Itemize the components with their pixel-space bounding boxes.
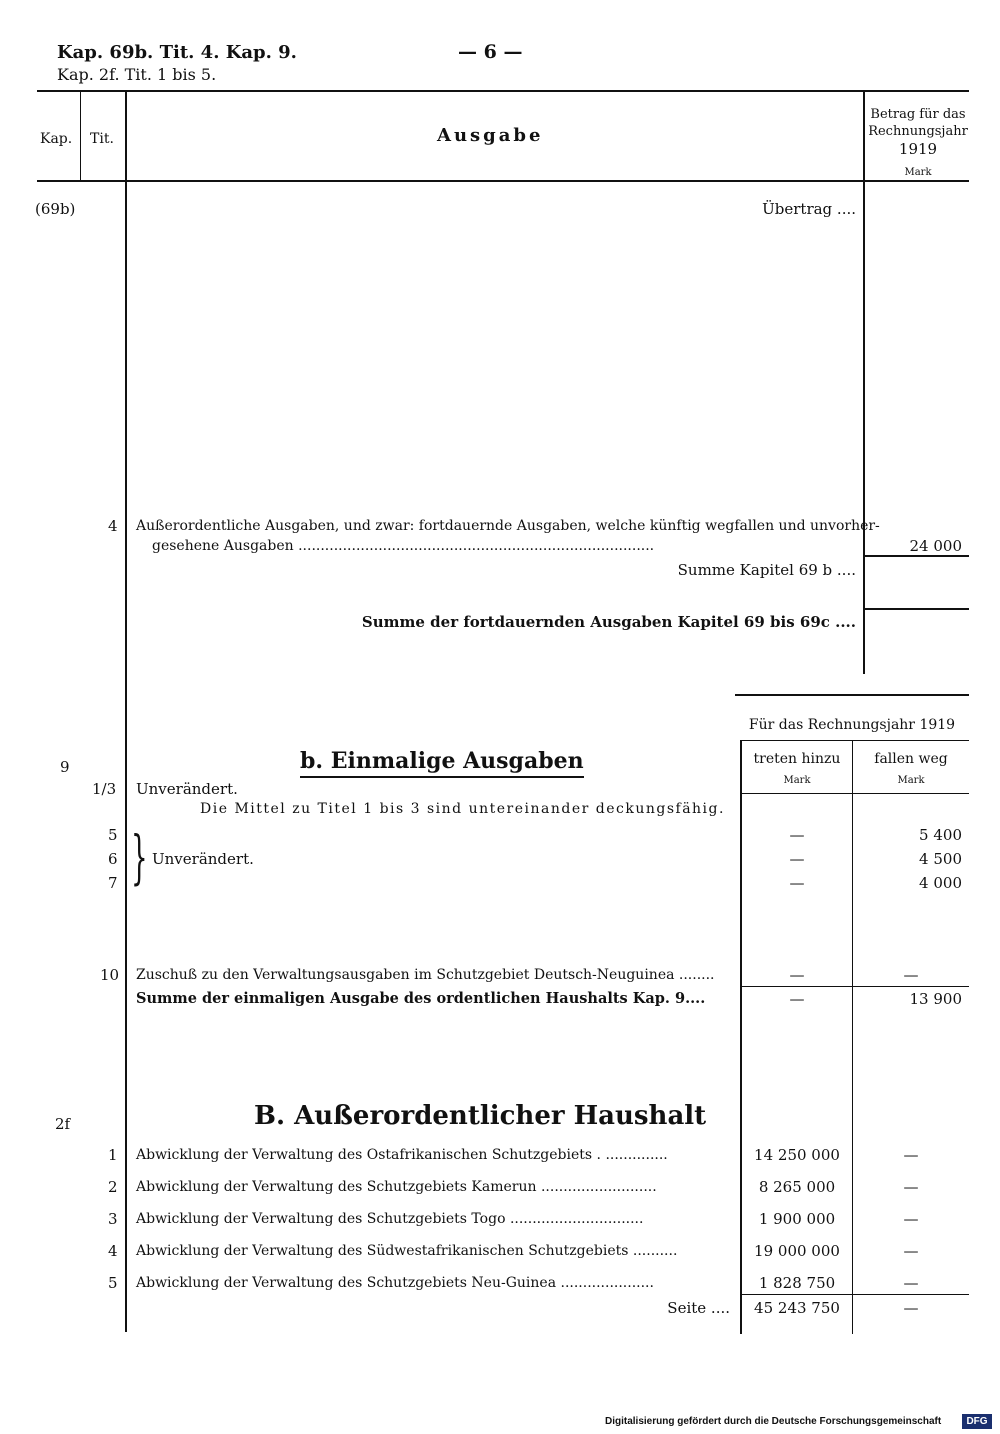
heading-ausserordentlicher-haushalt: B. Außerordentlicher Haushalt (254, 1101, 707, 1131)
c-row2-text: Abwicklung der Verwaltung des Schutzgebiets Kamerun .......................... (136, 1179, 657, 1195)
c-row5-weg: — (903, 1274, 919, 1292)
col-fallen-weg-unit: Mark (897, 775, 925, 786)
row10-hinzu: — (789, 966, 805, 984)
uebertrag: Übertrag .... (762, 200, 856, 218)
kap-69b: (69b) (35, 200, 76, 218)
c-row1-weg: — (903, 1146, 919, 1164)
brace-symbol: } (131, 823, 148, 891)
row13-number: 1/3 (92, 780, 117, 798)
row10-rule (742, 986, 969, 987)
kap-2f: 2f (55, 1115, 71, 1133)
row6-number: 6 (108, 850, 118, 868)
col-betrag-l3: 1919 (898, 140, 938, 158)
c-row3-text: Abwicklung der Verwaltung des Schutzgebiets Togo .............................. (136, 1211, 644, 1227)
c-row2-weg: — (903, 1178, 919, 1196)
col-fallen-weg: fallen weg (874, 751, 948, 767)
row10-text: Zuschuß zu den Verwaltungsausgaben im Schutzgebiet Deutsch-Neuguinea ........ (136, 967, 715, 983)
summe-fortdauernd: Summe der fortdauernden Ausgaben Kapitel 69 bis 69c .... (361, 613, 856, 631)
summe-einmalig-hinzu: — (789, 990, 805, 1008)
col-betrag-unit: Mark (904, 167, 932, 178)
seite-rule (742, 1294, 969, 1295)
subtable-header: Für das Rechnungsjahr 1919 (748, 717, 956, 733)
heading-einmalige-ausgaben: b. Einmalige Ausgaben (300, 748, 584, 778)
footer-credit: Digitalisierung gefördert durch die Deutsche Forschungsgemeinschaft (605, 1416, 942, 1427)
col-treten-hinzu: treten hinzu (753, 751, 841, 767)
col-betrag-l1: Betrag für das (870, 107, 966, 122)
row13-note: Die Mittel zu Titel 1 bis 3 sind untereinander deckungsfähig. (200, 801, 725, 817)
c-row3-hinzu: 1 900 000 (758, 1210, 836, 1228)
row5-hinzu: — (789, 826, 805, 844)
c-row2-hinzu: 8 265 000 (758, 1178, 836, 1196)
summe-kap-rule (865, 608, 969, 610)
subtable-units-rule (740, 793, 969, 794)
tit4-text-line1: Außerordentliche Ausgaben, und zwar: fortdauernde Ausgaben, welche künftig wegfallen und unvorher- (136, 518, 880, 534)
c-row4-weg: — (903, 1242, 919, 1260)
summe-einmalig-weg: 13 900 (909, 990, 962, 1008)
row13-text: Unverändert. (136, 780, 238, 798)
kap-9: 9 (60, 758, 70, 776)
dfg-logo: DFG (962, 1414, 992, 1429)
header-ref-line2: Kap. 2f. Tit. 1 bis 5. (57, 65, 217, 84)
summe-kap-69b: Summe Kapitel 69 b .... (677, 561, 856, 579)
c-row1-hinzu: 14 250 000 (754, 1146, 840, 1164)
c-row5-number: 5 (108, 1274, 118, 1292)
row5-weg: 5 400 (919, 826, 962, 844)
row7-weg: 4 000 (919, 874, 962, 892)
row7-number: 7 (108, 874, 118, 892)
c-row3-number: 3 (108, 1210, 118, 1228)
seite-weg: — (903, 1299, 919, 1317)
betrag-divider (863, 92, 865, 674)
c-row4-number: 4 (108, 1242, 118, 1260)
c-row4-hinzu: 19 000 000 (754, 1242, 840, 1260)
col-tit: Tit. (90, 131, 114, 147)
tit-ausgabe-divider (125, 92, 127, 1332)
c-row5-text: Abwicklung der Verwaltung des Schutzgebiets Neu-Guinea ..................... (136, 1275, 654, 1291)
col-ausgabe: Ausgabe (437, 125, 544, 146)
row6-hinzu: — (789, 850, 805, 868)
subtable-top-rule (735, 694, 969, 696)
page-number: — 6 — (458, 41, 523, 63)
tit4-number: 4 (108, 517, 118, 535)
top-rule (37, 90, 969, 92)
row5-number: 5 (108, 826, 118, 844)
col-treten-hinzu-unit: Mark (783, 775, 811, 786)
header-bottom-rule (37, 180, 969, 182)
c-row2-number: 2 (108, 1178, 118, 1196)
c-row4-text: Abwicklung der Verwaltung des Südwestafrikanischen Schutzgebiets .......... (136, 1243, 678, 1259)
tit4-amount: 24 000 (909, 537, 962, 555)
col-betrag-l2: Rechnungsjahr (868, 124, 968, 139)
tit4-rule (865, 555, 969, 557)
tit4-text-line2: gesehene Ausgaben ................................................................................ (152, 538, 655, 554)
brace-text: Unverändert. (152, 850, 254, 868)
seite-text: Seite .... (667, 1299, 730, 1317)
kap-tit-divider (80, 92, 81, 182)
row10-weg: — (903, 966, 919, 984)
c-row3-weg: — (903, 1210, 919, 1228)
c-row1-number: 1 (108, 1146, 118, 1164)
row7-hinzu: — (789, 874, 805, 892)
subtable-header-rule (740, 740, 969, 741)
col-kap: Kap. (40, 131, 73, 147)
summe-einmalig-text: Summe der einmaligen Ausgabe des ordentlichen Haushalts Kap. 9.... (136, 990, 706, 1007)
c-row5-hinzu: 1 828 750 (758, 1274, 836, 1292)
row6-weg: 4 500 (919, 850, 962, 868)
seite-hinzu: 45 243 750 (754, 1299, 840, 1317)
row10-number: 10 (100, 966, 120, 984)
header-ref-line1: Kap. 69b. Tit. 4. Kap. 9. (57, 42, 297, 63)
c-row1-text: Abwicklung der Verwaltung des Ostafrikanischen Schutzgebiets . .............. (136, 1147, 668, 1163)
